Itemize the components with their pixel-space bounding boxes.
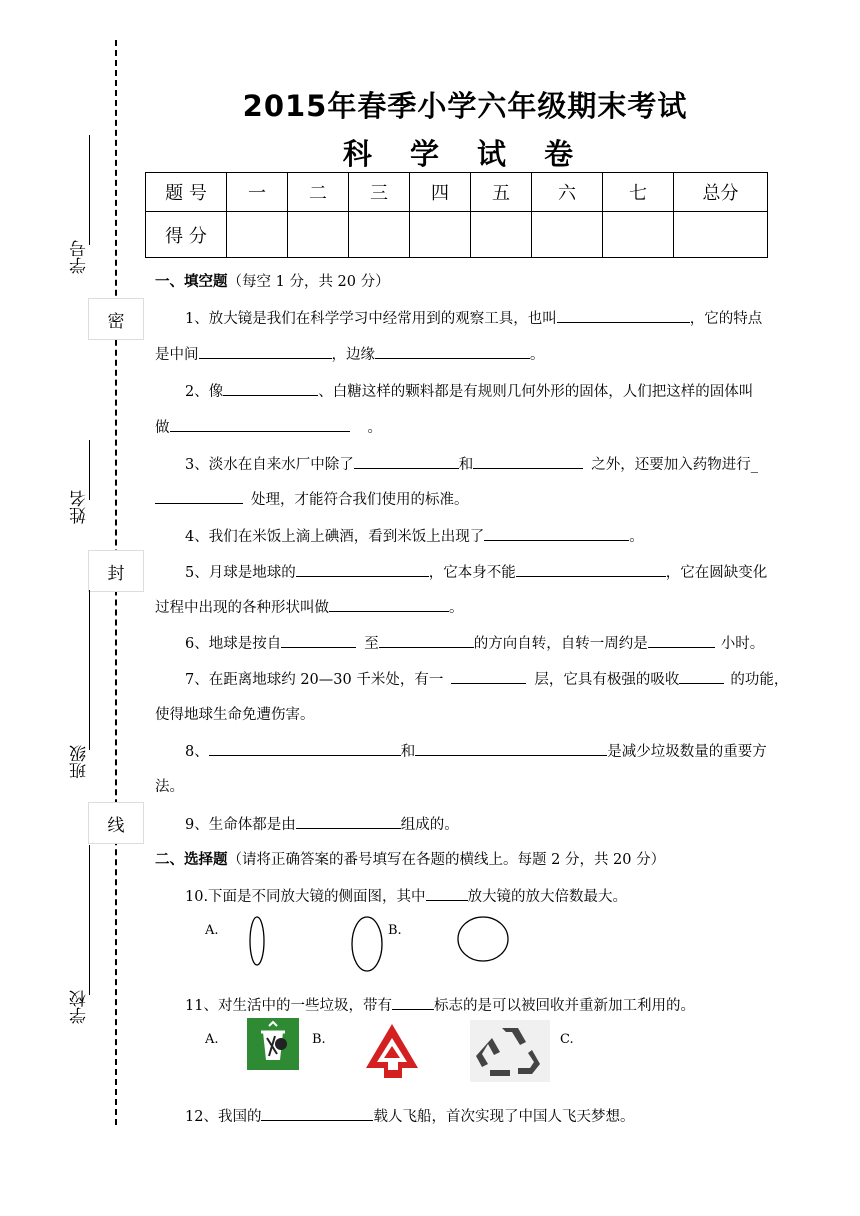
q2-text: 、白糖这样的颗料都是有规则几何外形的固体，人们把这样的固体叫 [318,384,754,400]
answer-blank[interactable] [392,995,434,1010]
score-cell-header: 七 [603,173,674,212]
q11-text: 标志的是可以被回收并重新加工利用的。 [433,998,695,1014]
answer-blank[interactable] [451,669,526,684]
score-cell-header: 四 [410,173,471,212]
answer-blank[interactable] [516,562,666,577]
q4-text: 4、我们在米饭上滴上碘酒，看到米饭上出现了 [185,529,485,545]
q8-text: 8、 [185,744,209,760]
score-cell-header: 二 [288,173,349,212]
exam-subtitle: 科 学 试 卷 [342,137,588,171]
score-input-cell[interactable] [288,212,349,258]
q1-text: ，它的特点 [689,311,763,327]
q10-option-a: A. [205,923,219,938]
answer-blank[interactable] [648,633,715,648]
q12-text: 12、我国的 [185,1109,262,1125]
q5-text: 。 [449,600,464,616]
answer-blank[interactable] [557,308,690,323]
q7-text: 的功能， [730,672,789,688]
recycle-bin-green-icon [247,1018,299,1070]
q11-option-a: A. [205,1032,219,1047]
answer-blank[interactable] [209,741,401,756]
q12-text: 载人飞船，首次实现了中国人飞天梦想。 [373,1109,635,1125]
score-input-cell[interactable] [227,212,288,258]
question-1-line1 [185,308,780,329]
answer-blank[interactable] [296,814,401,829]
q1-text: 是中间 [155,347,199,363]
q5-text: 5、月球是地球的 [185,565,296,581]
question-11 [185,995,810,1016]
answer-blank[interactable] [379,633,474,648]
answer-blank[interactable] [329,597,449,612]
q10-text: 10.下面是不同放大镜的侧面图，其中 [185,889,426,905]
score-input-cell[interactable] [349,212,410,258]
thick-lens-icon [455,913,511,965]
school-line [89,845,90,995]
class-label: 班级 [70,745,90,779]
answer-blank[interactable] [375,344,530,359]
q4-text: 。 [629,529,644,545]
question-12 [185,1106,810,1127]
section1-heading [155,272,780,292]
q6-text: 小时。 [720,636,765,652]
q2-text: 。 [367,420,382,436]
score-cell-header: 总分 [674,173,768,212]
q9-text: 组成的。 [400,817,459,833]
answer-blank[interactable] [199,344,332,359]
question-1-line2 [155,344,780,365]
q10-text: 放大镜的放大倍数最大。 [467,889,628,905]
question-4 [185,526,780,547]
answer-blank[interactable] [484,526,629,541]
q5-text: ，它本身不能 [428,565,516,581]
section2-heading [155,850,780,870]
seal-mi: 密 [88,298,144,340]
score-cell-header: 五 [471,173,532,212]
question-5-line1 [185,562,780,583]
answer-blank[interactable] [679,669,724,684]
answer-blank[interactable] [223,381,318,396]
recycle-red-icon [362,1020,422,1082]
answer-blank[interactable] [354,454,459,469]
q2-text: 做 [155,420,170,436]
school-label: 学校 [70,990,90,1024]
q8-text: 是减少垃圾数量的重要方 [607,744,767,760]
section1-note: （每空 1 分，共 20 分） [227,274,390,290]
score-cell-header: 一 [227,173,288,212]
question-9 [185,814,780,835]
question-8-line2 [155,777,780,797]
q3-text: 之外，还要加入药物进行_ [591,457,758,473]
question-6 [185,633,780,654]
q11-text: 11、对生活中的一些垃圾，带有 [185,998,392,1014]
question-7-line1 [185,669,789,690]
score-row-label: 得 分 [146,212,227,258]
score-table-header-row [146,173,768,212]
score-table [145,172,768,258]
answer-blank[interactable] [261,1106,373,1121]
q6-text: 至 [364,636,379,652]
score-input-cell[interactable] [410,212,471,258]
section1-title: 一、填空题 [155,273,228,290]
q7-text: 层，它具有极强的吸收 [534,672,680,688]
score-input-cell[interactable] [674,212,768,258]
answer-blank[interactable] [473,454,583,469]
q3-text: 3、淡水在自来水厂中除了 [185,457,354,473]
q1-text: ，边缘 [331,347,375,363]
score-cell-header: 三 [349,173,410,212]
answer-blank[interactable] [281,633,356,648]
q2-text: 2、像 [185,384,224,400]
question-2-line2 [155,417,780,438]
answer-blank[interactable] [170,417,350,432]
q11-option-b: B. [312,1032,326,1047]
student-id-label: 学号 [70,240,90,274]
q11-option-c: C. [560,1032,574,1047]
score-input-cell[interactable] [532,212,603,258]
section2-note: （请将正确答案的番号填写在各题的横线上。每题 2 分，共 20 分） [227,852,666,868]
answer-blank[interactable] [155,489,243,504]
q3-text: 处理，才能符合我们使用的标准。 [251,492,469,508]
answer-blank[interactable] [426,886,468,901]
q7-text: 使得地球生命免遭伤害。 [155,707,315,723]
q8-text: 和 [400,744,416,760]
q7-text: 7、在距离地球约 20—30 千米处，有一 [185,672,444,688]
q5-text: 过程中出现的各种形状叫做 [155,600,329,616]
question-5-line2 [155,597,780,618]
q9-text: 9、生命体都是由 [185,817,296,833]
section2-title: 二、选择题 [155,851,228,868]
q5-text: ，它在圆缺变化 [665,565,768,581]
score-input-cell[interactable] [603,212,674,258]
question-7-line2 [155,705,780,725]
q3-text: 和 [458,457,474,473]
score-input-cell[interactable] [471,212,532,258]
answer-blank[interactable] [415,741,607,756]
question-8-line1 [185,741,780,762]
q6-text: 6、地球是按自 [185,636,282,652]
thin-lens-icon [245,914,269,968]
score-cell-header: 题 号 [146,173,227,212]
recycle-gray-icon [470,1020,550,1082]
exam-title: 2015年春季小学六年级期末考试 [242,89,688,123]
question-10 [185,886,810,907]
question-2-line1 [185,381,780,402]
seal-xian: 线 [88,802,144,844]
q6-text: 的方向自转，自转一周约是 [473,636,648,652]
name-label: 姓名 [70,490,90,524]
question-3-line2 [155,489,780,510]
seal-feng: 封 [88,550,144,592]
q1-text: 。 [530,347,545,363]
answer-blank[interactable] [296,562,429,577]
q1-text: 1、放大镜是我们在科学学习中经常用到的观察工具，也叫 [185,311,557,327]
q10-option-b: B. [388,923,402,938]
q8-text: 法。 [155,779,184,795]
score-table-score-row [146,212,768,258]
score-cell-header: 六 [532,173,603,212]
class-line [89,590,90,750]
question-3-line1 [185,454,780,475]
medium-lens-icon [348,914,386,974]
